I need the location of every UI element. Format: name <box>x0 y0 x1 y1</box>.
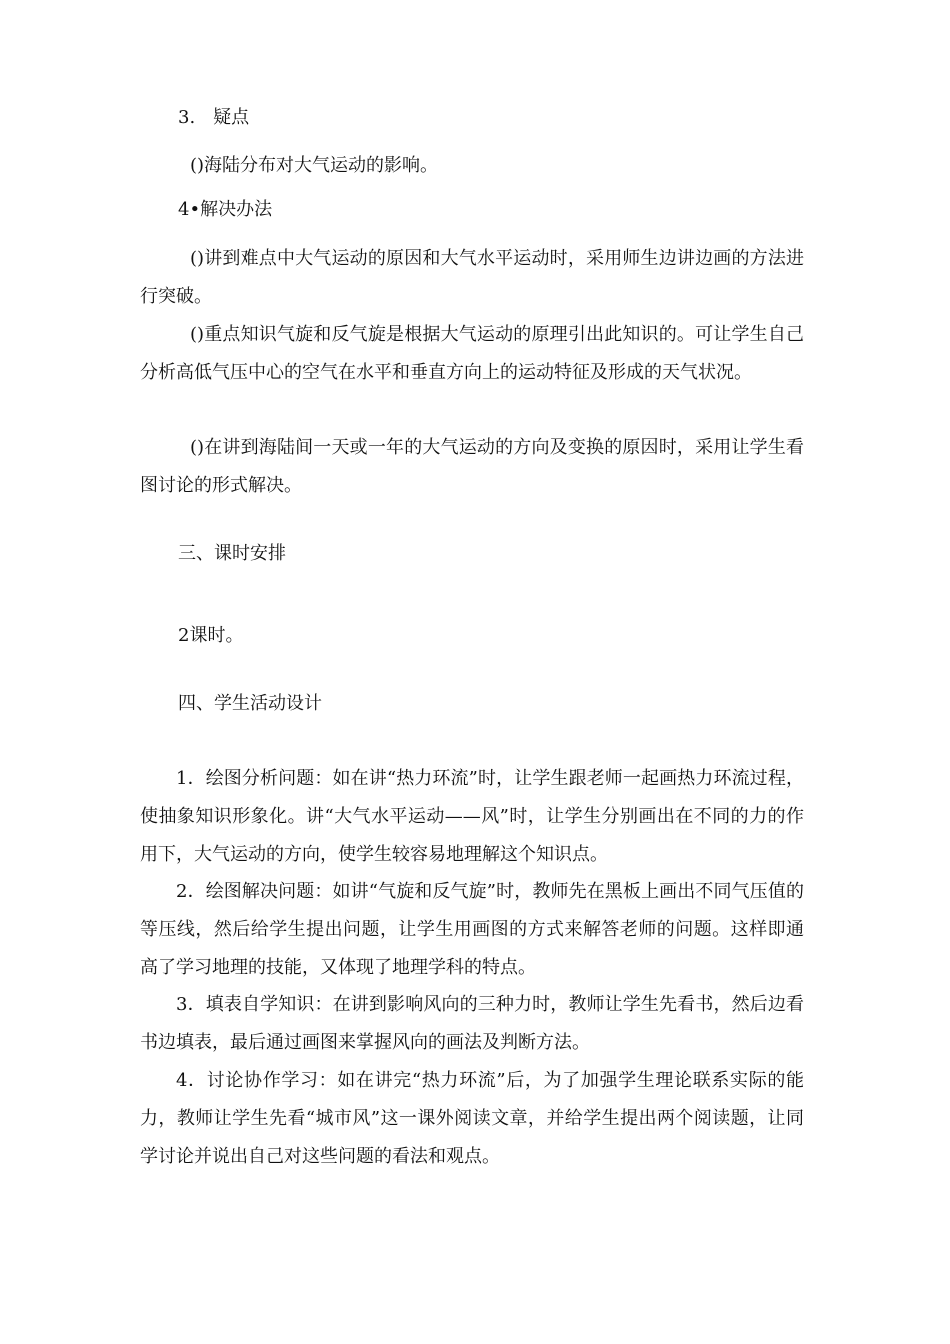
activity-paragraph-2: 2．绘图解决问题：如讲“气旋和反气旋”时，教师先在黑板上画出不同气压值的等压线，然后给学生提出问题，让学生用画图的方式来解答老师的问题。这样即通高了学习地理的技能，又体现了地理学科的特点。 <box>140 881 804 978</box>
class-hours-text: 2课时。 <box>178 625 244 646</box>
section-title-class-hours: 三、课时安排 <box>178 543 286 564</box>
heading-solutions: 4•解决办法 <box>178 199 273 220</box>
solution-paragraph-1: ()讲到难点中大气运动的原因和大气水平运动时，采用师生边讲边画的方法进行突破。 <box>140 248 804 307</box>
activity-paragraph-1: 1．绘图分析问题：如在讲“热力环流”时，让学生跟老师一起画热力环流过程，使抽象知识形象化。讲“大气水平运动——风”时，让学生分别画出在不同的力的作用下，大气运动的方向，使学生较容易地理解这个知识点。 <box>140 768 804 865</box>
section-title-student-activities: 四、学生活动设计 <box>178 693 322 714</box>
doubt-item: ()海陆分布对大气运动的影响。 <box>190 155 439 176</box>
activity-paragraph-4: 4．讨论协作学习：如在讲完“热力环流”后，为了加强学生理论联系实际的能力，教师让学生先看“城市风”这一课外阅读文章，并给学生提出两个阅读题，让同学讨论并说出自己对这些问题的看法和观点。 <box>140 1070 804 1167</box>
solution-paragraph-3: ()在讲到海陆间一天或一年的大气运动的方向及变换的原因时，采用让学生看图讨论的形式解决。 <box>140 437 804 496</box>
heading-doubts: 3. 疑点 <box>178 107 250 128</box>
activity-paragraph-3: 3．填表自学知识：在讲到影响风向的三种力时，教师让学生先看书，然后边看书边填表，最后通过画图来掌握风向的画法及判断方法。 <box>140 994 804 1053</box>
solution-paragraph-2: ()重点知识气旋和反气旋是根据大气运动的原理引出此知识的。可让学生自己分析高低气压中心的空气在水平和垂直方向上的运动特征及形成的天气状况。 <box>140 324 804 383</box>
